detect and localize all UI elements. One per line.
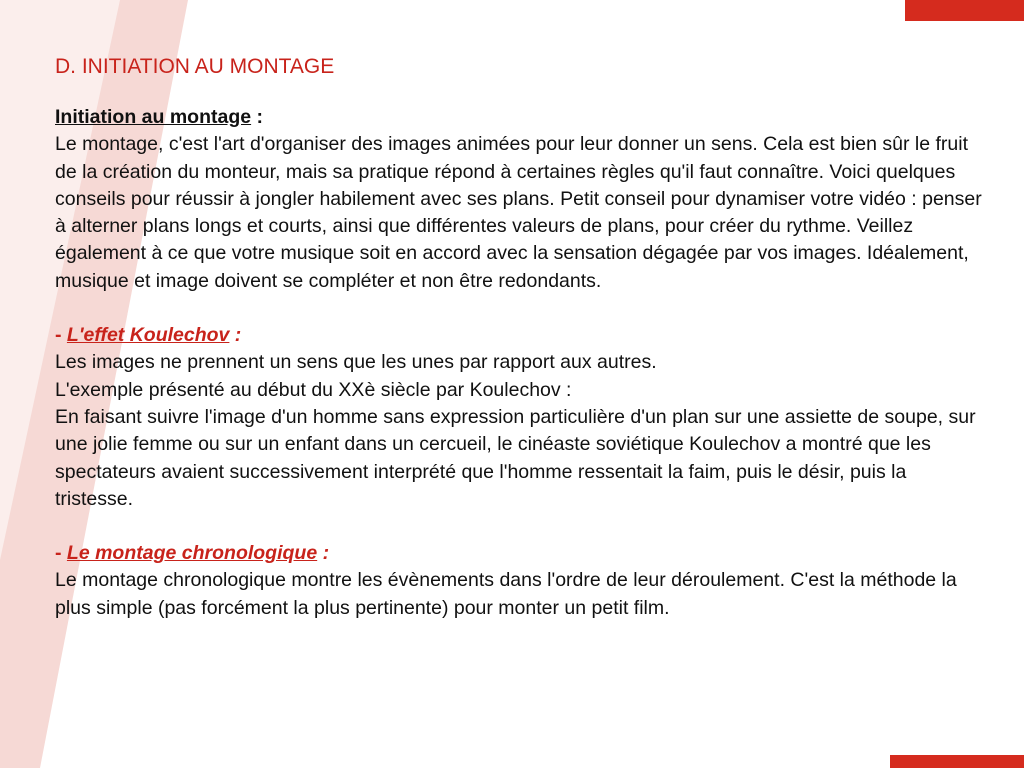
section3-heading: Le montage chronologique (66, 542, 318, 565)
slide-content (55, 52, 985, 622)
bottom-accent-bar (890, 755, 1024, 768)
section3-paragraph: Le montage chronologique montre les évènements dans l'ordre de leur déroulement. C'est la méthode la plus simple (pas forcément la plus pertinente) pour monter un petit film. (55, 569, 957, 619)
section2-prefix: - (55, 324, 67, 347)
section2-line2: L'exemple présenté au début du XXè siècle par Koulechov : (55, 378, 572, 401)
section1-heading-line (55, 104, 985, 131)
section3-heading-line (55, 540, 985, 567)
top-accent-bar (905, 0, 1024, 21)
section2-line1: Les images ne prennent un sens que les unes par rapport aux autres. (55, 351, 657, 374)
section1-heading-suffix: : (251, 106, 264, 128)
section2-heading: L'effet Koulechov (66, 324, 230, 347)
section3-prefix: - (55, 542, 67, 565)
section1-paragraph: Le montage, c'est l'art d'organiser des images animées pour leur donner un sens. Cela est bien sûr le fruit de la création du monteur, mais sa pratique répond à certaines règles qu'il faut connaître. Voici quelques conseils pour réussir à jongler habilement avec ses plans. Petit conseil pour dynamiser votre vidéo : penser à alterner plans longs et courts, ainsi que différentes valeurs de plans, pour créer du rythme. Veillez également à ce que votre musique soit en accord avec la sensation dégagée par vos images. Idéalement, musique et image doivent se compléter et non être redondants. (55, 133, 982, 292)
section2-paragraph: En faisant suivre l'image d'un homme sans expression particulière d'un plan sur une assiette de soupe, sur une jolie femme ou sur un enfant dans un cercueil, le cinéaste soviétique Koulechov a montré que les spectateurs avaient successivement interprété que l'homme ressentait la faim, puis le désir, puis la tristesse. (55, 405, 976, 510)
section1-heading: Initiation au montage (55, 106, 252, 128)
section2-heading-line (55, 322, 985, 349)
slide-title: D. INITIATION AU MONTAGE (55, 55, 335, 78)
section2-heading-suffix: : (229, 324, 242, 347)
section3-heading-suffix: : (317, 542, 330, 565)
